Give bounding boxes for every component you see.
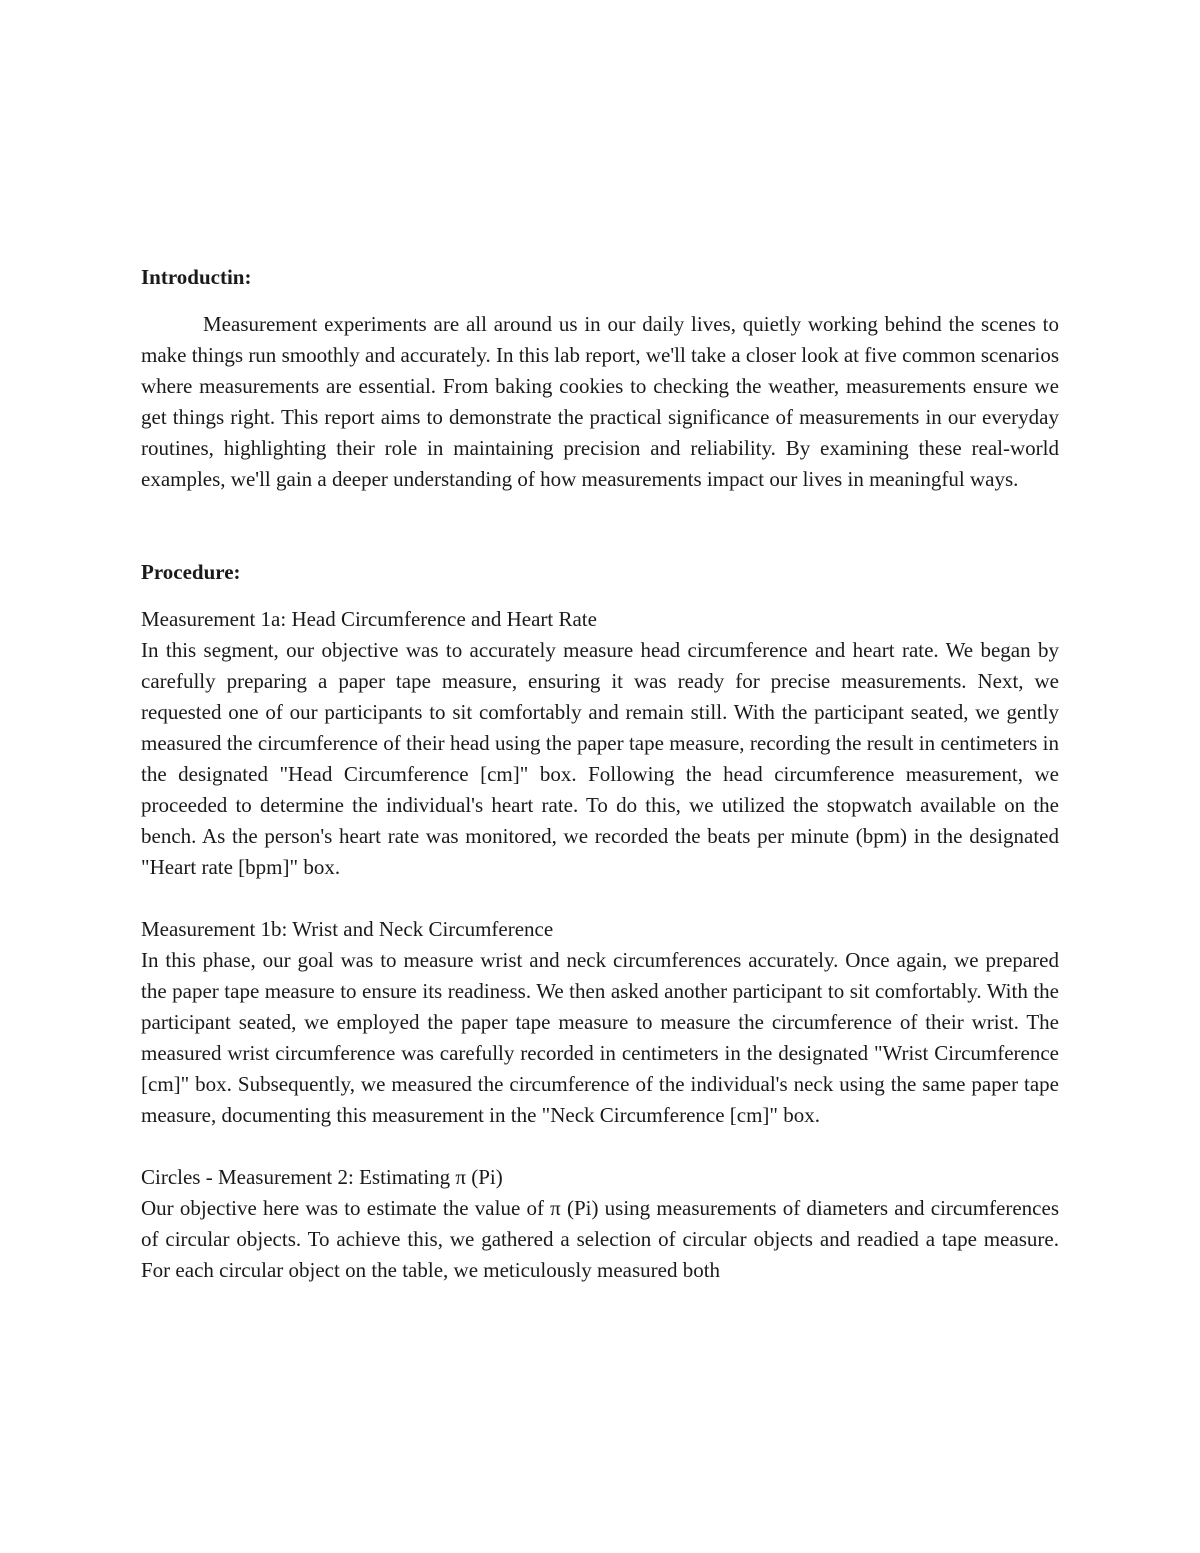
procedure-heading: Procedure:: [141, 560, 241, 584]
introduction-paragraph: Measurement experiments are all around us in our daily lives, quietly working behind the scenes to make things run smoothly and accurately. In this lab report, we'll take a closer look at five common scenarios where measurements are essential. From baking cookies to checking the weather, measurements ensure we get things right. This report aims to demonstrate the practical significance of measurements in our everyday routines, highlighting their role in maintaining precision and reliability. By examining these real-world examples, we'll gain a deeper understanding of how measurements impact our lives in meaningful ways.: [141, 312, 1059, 491]
section-title-measurement-1a: Measurement 1a: Head Circumference and Heart Rate: [141, 607, 597, 631]
spacer: [141, 1131, 1059, 1162]
introduction-heading: Introductin:: [141, 265, 252, 289]
section-text-measurement-2: Our objective here was to estimate the value of π (Pi) using measurements of diameters and circumferences of circular objects. To achieve this, we gathered a selection of circular objects and readied a tape measure. For each circular object on the table, we meticulously measured both: [141, 1196, 1059, 1282]
spacer: [141, 883, 1059, 914]
spacer: [141, 293, 1059, 309]
spacer: [141, 495, 1059, 557]
section-title-measurement-1b: Measurement 1b: Wrist and Neck Circumference: [141, 917, 554, 941]
section-title-measurement-2: Circles - Measurement 2: Estimating π (Pi): [141, 1165, 503, 1189]
section-text-measurement-1b: In this phase, our goal was to measure wrist and neck circumferences accurately. Once again, we prepared the paper tape measure to ensure its readiness. We then asked another participant to sit comfortably. With the participant seated, we employed the paper tape measure to measure the circumference of their wrist. The measured wrist circumference was carefully recorded in centimeters in the designated "Wrist Circumference [cm]" box. Subsequently, we measured the circumference of the individual's neck using the same paper tape measure, documenting this measurement in the "Neck Circumference [cm]" box.: [141, 948, 1059, 1127]
spacer: [141, 588, 1059, 604]
section-text-measurement-1a: In this segment, our objective was to accurately measure head circumference and heart rate. We began by carefully preparing a paper tape measure, ensuring it was ready for precise measurements. Next, we requested one of our participants to sit comfortably and remain still. With the participant seated, we gently measured the circumference of their head using the paper tape measure, recording the result in centimeters in the designated "Head Circumference [cm]" box. Following the head circumference measurement, we proceeded to determine the individual's heart rate. To do this, we utilized the stopwatch available on the bench. As the person's heart rate was monitored, we recorded the beats per minute (bpm) in the designated "Heart rate [bpm]" box.: [141, 638, 1059, 879]
document-body: [141, 262, 1059, 1286]
